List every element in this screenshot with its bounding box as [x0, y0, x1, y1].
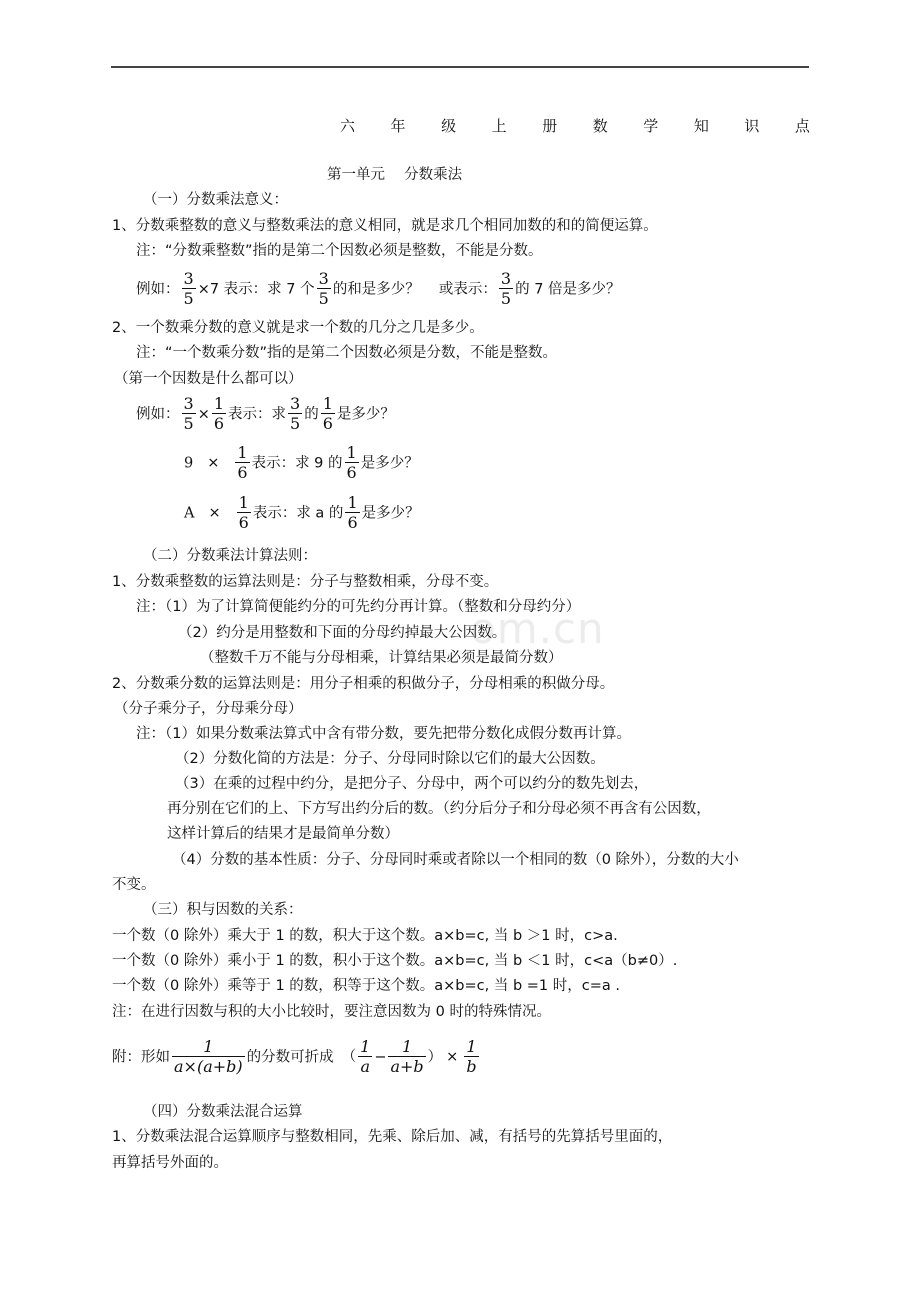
denominator: 6: [238, 513, 249, 533]
numerator: 1: [203, 1037, 214, 1056]
paragraph: 2、分数乘分数的运算法则是：用分子相乘的积做分子，分母相乘的积做分母。: [112, 676, 615, 692]
section-heading: （一）分数乘法意义：: [143, 192, 288, 208]
denominator: 6: [237, 463, 248, 483]
fraction: [237, 494, 251, 533]
example-line: [184, 444, 419, 483]
text: 例如：: [136, 281, 180, 298]
text: ×: [197, 406, 210, 423]
numerator: 1: [466, 1037, 477, 1056]
text: ×: [207, 455, 220, 472]
fraction: [358, 1038, 372, 1077]
note: 注：“一个数乘分数”指的是第二个因数必须是分数，不能是整数。: [136, 345, 558, 361]
title-char: 知: [693, 117, 709, 135]
fraction: [288, 395, 302, 434]
header-rule: [111, 66, 809, 68]
denominator: b: [466, 1057, 477, 1077]
denominator: 5: [183, 289, 194, 309]
title-char: 级: [441, 117, 457, 135]
text: 9: [184, 455, 194, 472]
fraction: [388, 1038, 425, 1077]
numerator: 1: [238, 493, 249, 512]
title-char: 上: [491, 117, 507, 135]
fraction: [182, 270, 196, 309]
denominator: 6: [347, 513, 358, 533]
text: 是多少？: [361, 505, 420, 522]
note: 这样计算后的结果才是最简单分数）: [167, 826, 399, 842]
numerator: 1: [213, 394, 225, 413]
fraction: [317, 270, 331, 309]
text: （: [341, 1049, 357, 1066]
text: 表示：求 9 的: [251, 455, 343, 472]
note: 不变。: [112, 877, 156, 893]
text: 的 7 倍是多少？: [515, 281, 621, 298]
fraction: [235, 444, 249, 483]
paragraph: 1、分数乘整数的运算法则是：分子与整数相乘，分母不变。: [112, 574, 499, 590]
note: 再分别在它们的上、下方写出约分后的数。（约分后分子和分母必须不再含有公因数，: [167, 801, 711, 817]
text: 表示：求 a 的: [252, 505, 344, 522]
text: 是多少？: [360, 455, 419, 472]
section-heading: （三）积与因数的关系：: [143, 902, 303, 918]
fraction: [345, 444, 359, 483]
fraction: [345, 494, 359, 533]
text: 是多少？: [336, 406, 395, 423]
paragraph: 再算括号外面的。: [112, 1155, 228, 1171]
numerator: 1: [322, 394, 333, 413]
example-line: [136, 270, 621, 309]
example-line: [184, 494, 420, 533]
text: 例如：: [136, 406, 180, 423]
denominator: 5: [318, 289, 329, 309]
denominator: 6: [346, 463, 357, 483]
fraction: [212, 395, 226, 434]
text: A: [184, 505, 195, 522]
text: 的: [304, 406, 319, 423]
paragraph: 1、分数乘法混合运算顺序与整数相同，先乘、除后加、减，有括号的先算括号里面的，: [112, 1129, 673, 1145]
unit-title: 第一单元 分数乘法: [327, 167, 463, 183]
fraction: [182, 395, 196, 434]
watermark: om.cn: [470, 604, 605, 653]
note: （分子乘分子，分母乘分母）: [114, 701, 303, 717]
paragraph: 2、一个数乘分数的意义就是求一个数的几分之几是多少。: [112, 320, 484, 336]
numerator: 1: [401, 1037, 413, 1056]
title-char: 册: [542, 117, 558, 135]
denominator: 5: [183, 414, 194, 434]
title-char: 年: [390, 117, 406, 135]
paragraph: 一个数（0 除外）乘大于 1 的数，积大于这个数。a×b=c, 当 b ＞1 时，c>a.: [112, 928, 618, 944]
text: 附：形如: [112, 1049, 170, 1066]
denominator: 6: [322, 414, 333, 434]
text: ×: [446, 1049, 459, 1066]
fraction: [464, 1038, 478, 1077]
numerator: 3: [318, 269, 329, 288]
numerator: 3: [500, 269, 512, 288]
section-heading: （二）分数乘法计算法则：: [143, 548, 317, 564]
denominator: a: [358, 1056, 372, 1076]
denominator: 5: [500, 289, 512, 309]
denominator: a×(a+b): [174, 1057, 243, 1077]
numerator: 1: [237, 443, 248, 462]
section-heading: （四）分数乘法混合运算: [143, 1104, 303, 1120]
note: （整数千万不能与分母相乘，计算结果必须是最简分数）: [200, 650, 563, 666]
numerator: 1: [347, 493, 358, 512]
note: （2）分数化简的方法是：分子、分母同时除以它们的最大公因数。: [175, 751, 605, 767]
note: （4）分数的基本性质：分子、分母同时乘或者除以一个相同的数（0 除外），分数的大小: [172, 852, 739, 868]
attach-formula: [112, 1038, 481, 1077]
text: 的分数可折成: [246, 1049, 334, 1066]
denominator: a+b: [390, 1057, 424, 1077]
text: −: [374, 1049, 387, 1066]
document-title: [340, 115, 810, 136]
note: 注：在进行因数与积的大小比较时，要注意因数为 0 时的特殊情况。: [112, 1004, 551, 1020]
note: （2）约分是用整数和下面的分母约掉最大公因数。: [178, 625, 507, 641]
title-char: 识: [744, 117, 760, 135]
fraction: [172, 1038, 245, 1077]
numerator: 1: [346, 443, 357, 462]
note: 注：（1）为了计算简便能约分的可先约分再计算。（整数和分母约分）: [136, 599, 581, 615]
numerator: 3: [290, 394, 301, 413]
title-char: 六: [340, 117, 356, 135]
title-char: 点: [794, 117, 810, 135]
paragraph: 一个数（0 除外）乘等于 1 的数，积等于这个数。a×b=c, 当 b =1 时，c=a .: [112, 978, 620, 994]
example-line: [136, 395, 395, 434]
text: ×7 表示：求 7 个: [197, 281, 315, 298]
note: 注：“分数乘整数”指的是第二个因数必须是整数，不能是分数。: [136, 243, 543, 259]
title-char: 学: [643, 117, 659, 135]
numerator: 3: [183, 269, 194, 288]
text: 的和是多少？ 或表示：: [332, 281, 497, 298]
fraction: [321, 395, 335, 434]
text: ）: [427, 1049, 443, 1066]
numerator: 1: [360, 1037, 371, 1056]
paragraph: 一个数（0 除外）乘小于 1 的数，积小于这个数。a×b=c, 当 b ＜1 时，c<a（b≠0）.: [112, 953, 678, 969]
title-char: 数: [592, 117, 608, 135]
denominator: 6: [213, 414, 225, 434]
fraction: [499, 270, 513, 309]
note: 注：（1）如果分数乘法算式中含有带分数，要先把带分数化成假分数再计算。: [136, 726, 631, 742]
paragraph: 1、分数乘整数的意义与整数乘法的意义相同，就是求几个相同加数的和的简便运算。: [112, 218, 658, 234]
note: （第一个因数是什么都可以）: [114, 371, 303, 387]
text: 表示：求: [228, 406, 287, 423]
denominator: 5: [290, 414, 301, 434]
note: （3）在乘的过程中约分，是把分子、分母中，两个可以约分的数先划去，: [175, 776, 649, 792]
text: ×: [208, 505, 221, 522]
numerator: 3: [183, 394, 194, 413]
